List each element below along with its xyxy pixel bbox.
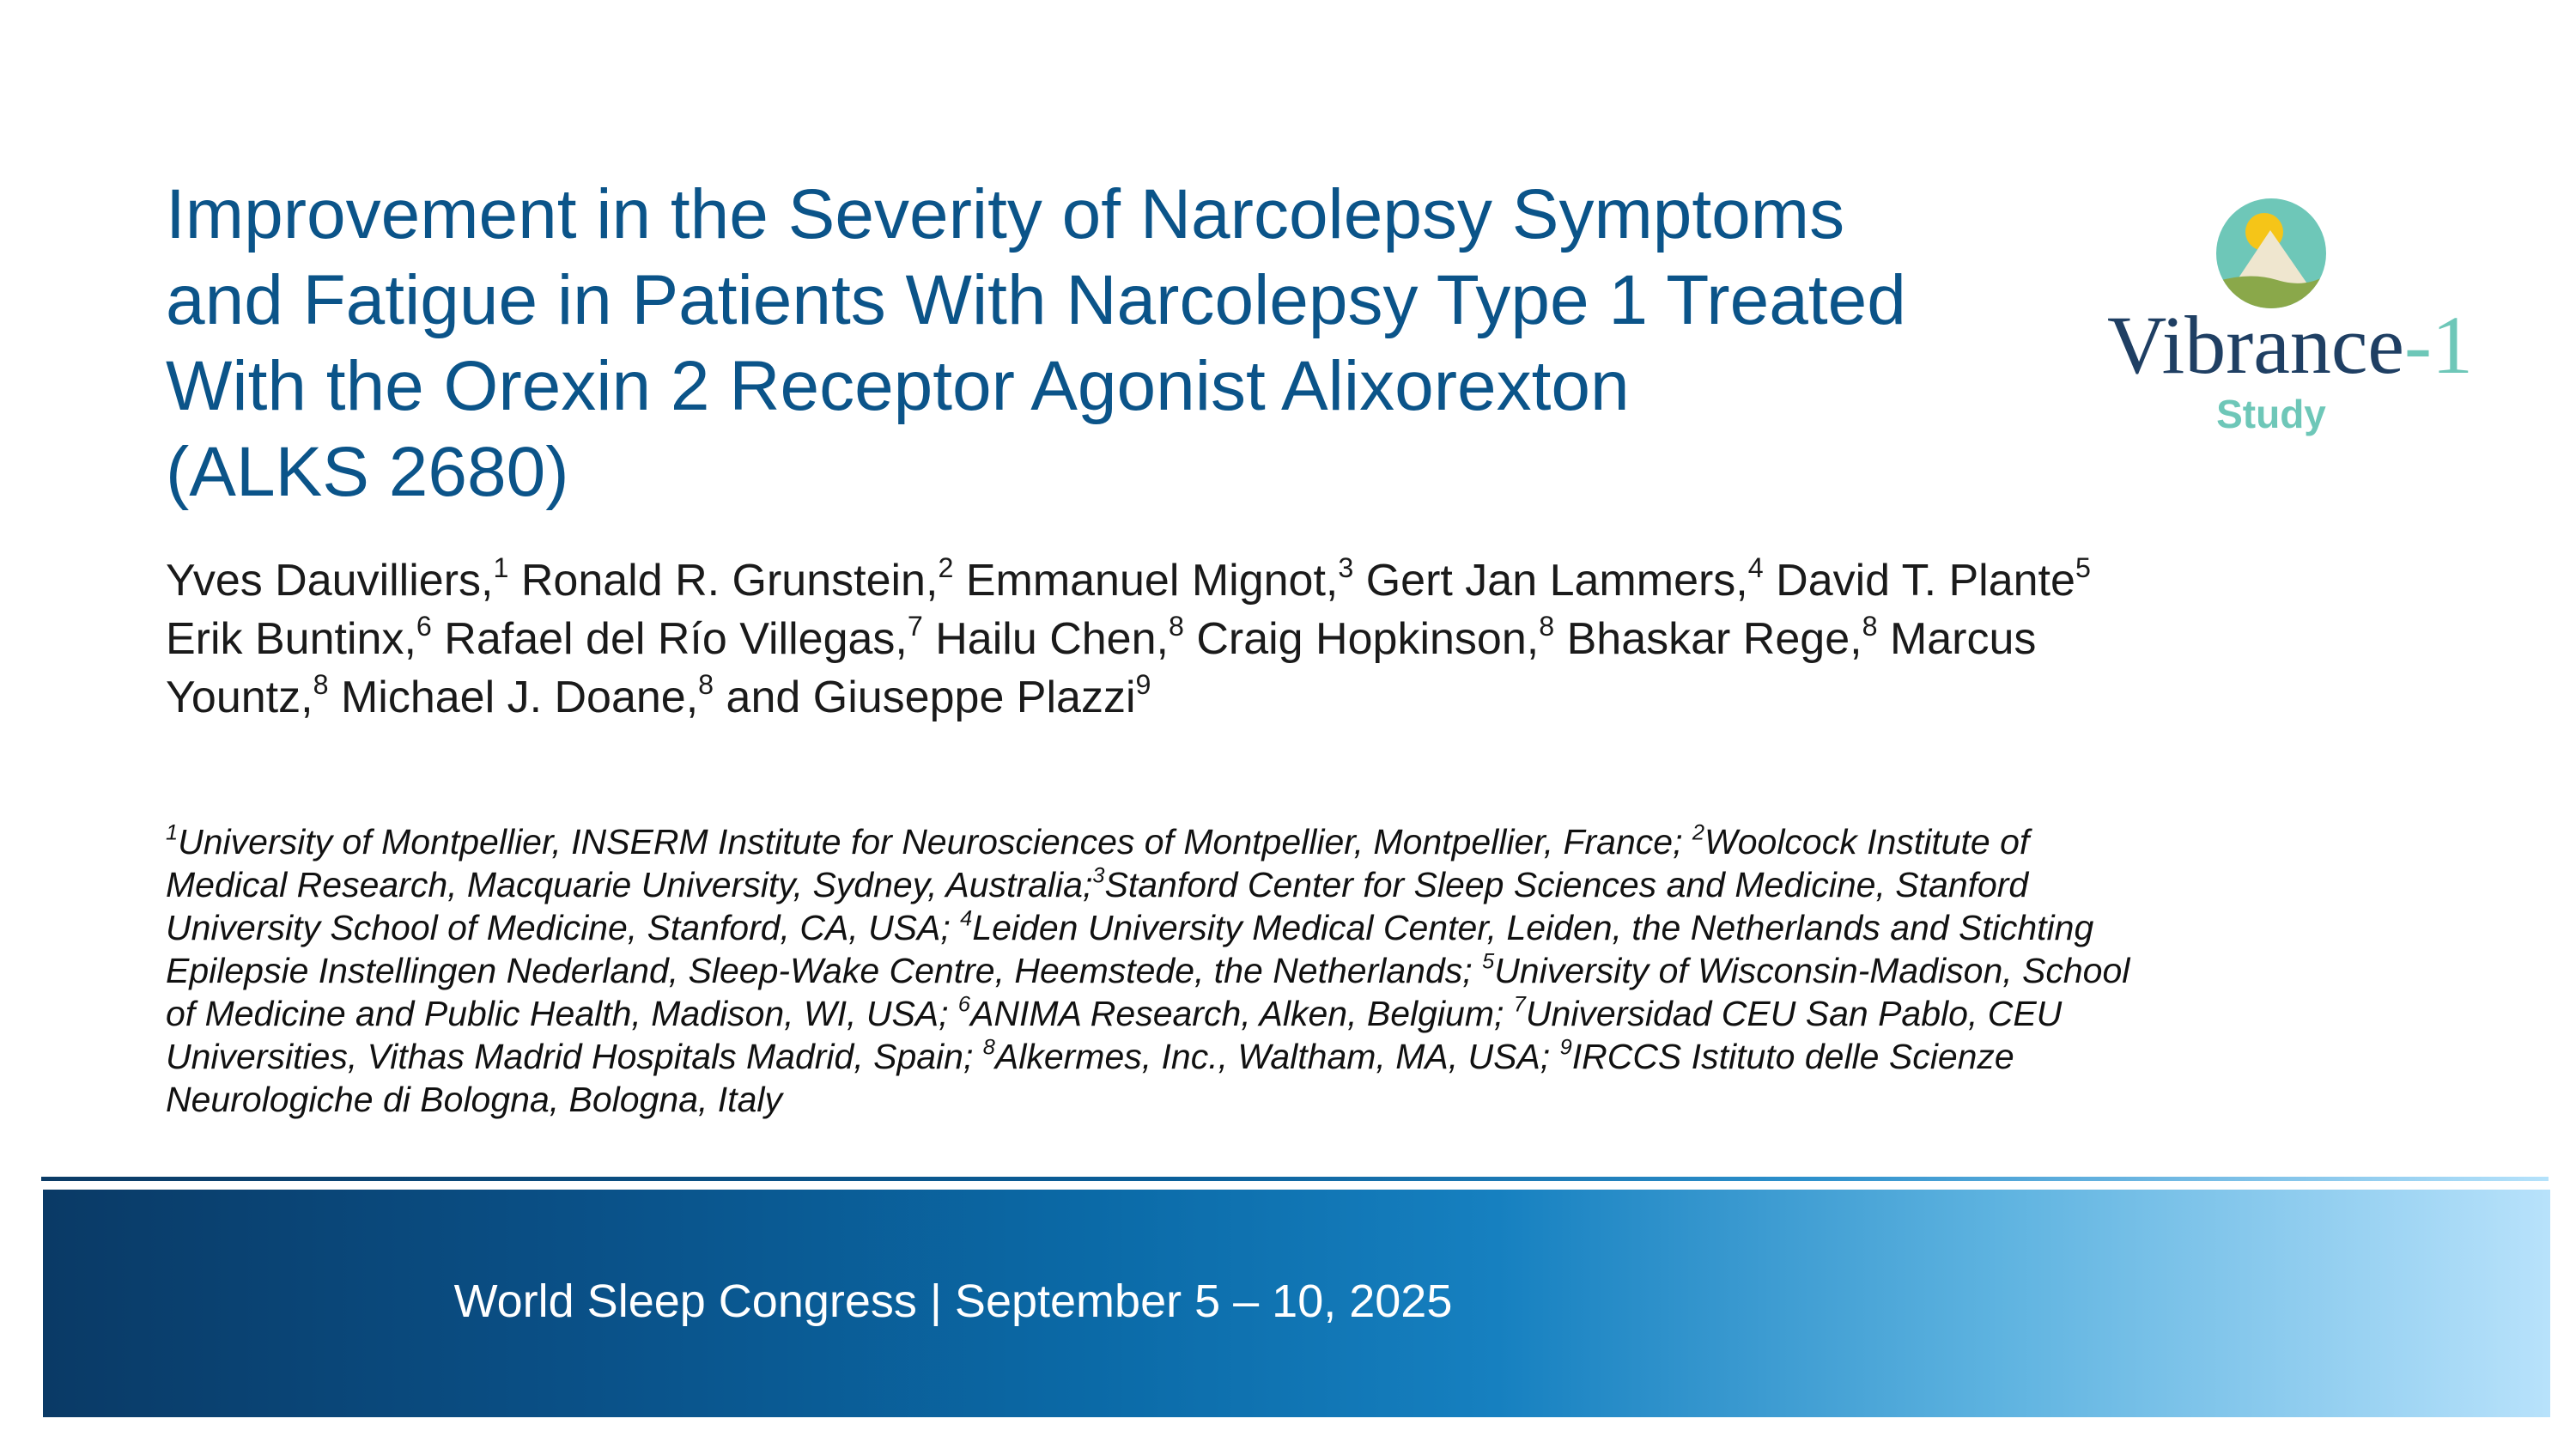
author-name: Michael J. Doane, xyxy=(328,673,699,722)
congress-info: World Sleep Congress | September 5 – 10, 2025 xyxy=(453,1275,1453,1327)
author-affiliation-number: 8 xyxy=(313,669,329,701)
affiliation-list xyxy=(166,820,2484,1121)
author-name: David T. Plante xyxy=(1763,556,2075,606)
affiliation-text: Alkermes, Inc., Waltham, MA, USA; xyxy=(994,1037,1560,1076)
study-logo xyxy=(2069,198,2473,447)
author-affiliation-number: 7 xyxy=(907,611,923,642)
affiliation-text: Universities, Vithas Madrid Hospitals Madrid, Spain; xyxy=(166,1037,983,1076)
affiliation-text: University of Wisconsin-Madison, School xyxy=(1494,951,2130,990)
author-affiliation-number: 5 xyxy=(2075,552,2091,584)
author-name: Emmanuel Mignot, xyxy=(953,556,1339,606)
affiliation-number: 3 xyxy=(1092,863,1105,888)
mountain-sun-icon xyxy=(2215,198,2327,309)
author-affiliation-number: 3 xyxy=(1338,552,1354,584)
author-name: Bhaskar Rege, xyxy=(1554,614,1862,664)
affiliation-text: Leiden University Medical Center, Leiden, the Netherlands and Stichting xyxy=(972,908,2094,947)
affiliation-text: IRCCS Istituto delle Scienze xyxy=(1571,1037,2014,1076)
author-affiliation-number: 1 xyxy=(493,552,509,584)
author-affiliation-number: 8 xyxy=(1168,611,1184,642)
affiliation-text: ANIMA Research, Alken, Belgium; xyxy=(970,994,1514,1033)
affiliation-number: 9 xyxy=(1559,1035,1572,1060)
affiliation-number: 5 xyxy=(1482,949,1495,974)
affiliation-text: Universidad CEU San Pablo, CEU xyxy=(1525,994,2063,1033)
title-line: Improvement in the Severity of Narcolepsy Symptoms xyxy=(166,175,1845,253)
author-name: Hailu Chen, xyxy=(922,614,1169,664)
affiliation-number: 4 xyxy=(960,906,973,931)
logo-subtitle: Study xyxy=(2216,392,2326,436)
logo-word: Vibrance xyxy=(2107,299,2405,391)
affiliation-text: of Medicine and Public Health, Madison, WI, USA; xyxy=(166,994,958,1033)
affiliation-line xyxy=(166,1078,2484,1121)
affiliation-line xyxy=(166,863,2484,906)
affiliation-number: 6 xyxy=(957,992,971,1017)
footer-banner xyxy=(43,1190,2550,1417)
affiliation-text: University School of Medicine, Stanford, CA, USA; xyxy=(166,908,961,947)
affiliation-number: 7 xyxy=(1513,992,1526,1017)
author-name: Craig Hopkinson, xyxy=(1183,614,1540,664)
affiliation-text: Epilepsie Instellingen Nederland, Sleep-Wake Centre, Heemstede, the Netherlands; xyxy=(166,951,1483,990)
logo-number: -1 xyxy=(2404,299,2473,391)
author-name: Marcus xyxy=(1877,614,2037,664)
author-name: Yountz, xyxy=(166,673,313,722)
author-line xyxy=(166,668,2355,727)
author-affiliation-number: 9 xyxy=(1135,669,1151,701)
author-list xyxy=(166,551,2355,727)
author-line xyxy=(166,551,2355,610)
author-name: Yves Dauvilliers, xyxy=(166,556,494,606)
affiliation-line xyxy=(166,992,2484,1035)
author-name: and Giuseppe Plazzi xyxy=(714,673,1136,722)
affiliation-line xyxy=(166,1035,2484,1078)
author-affiliation-number: 6 xyxy=(416,611,432,642)
author-affiliation-number: 8 xyxy=(698,669,714,701)
affiliation-number: 2 xyxy=(1692,820,1705,845)
affiliation-text: University of Montpellier, INSERM Institute for Neurosciences of Montpellier, Montpellier, France; xyxy=(178,822,1692,861)
affiliation-line xyxy=(166,949,2484,992)
logo-wordmark xyxy=(2069,299,2473,391)
author-affiliation-number: 8 xyxy=(1539,611,1555,642)
affiliation-text: Stanford Center for Sleep Sciences and Medicine, Stanford xyxy=(1104,865,2029,904)
affiliation-text: Medical Research, Macquarie University, Sydney, Australia; xyxy=(166,865,1093,904)
divider-line xyxy=(41,1177,2549,1181)
title-line: With the Orexin 2 Receptor Agonist Alixorexton xyxy=(166,347,1630,425)
author-line xyxy=(166,610,2355,668)
affiliation-number: 1 xyxy=(166,820,179,845)
author-name: Ronald R. Grunstein, xyxy=(508,556,939,606)
affiliation-number: 8 xyxy=(982,1035,995,1060)
affiliation-line xyxy=(166,906,2484,949)
poster-title xyxy=(166,172,2098,515)
title-line: and Fatigue in Patients With Narcolepsy Type 1 Treated xyxy=(166,261,1906,339)
affiliation-text: Neurologiche di Bologna, Bologna, Italy xyxy=(166,1080,782,1119)
author-affiliation-number: 8 xyxy=(1862,611,1878,642)
author-affiliation-number: 2 xyxy=(938,552,954,584)
title-line: (ALKS 2680) xyxy=(166,433,569,511)
affiliation-text: Woolcock Institute of xyxy=(1704,822,2030,861)
author-affiliation-number: 4 xyxy=(1747,552,1764,584)
author-name: Erik Buntinx, xyxy=(166,614,416,664)
affiliation-line xyxy=(166,820,2484,863)
author-name: Gert Jan Lammers, xyxy=(1353,556,1748,606)
author-name: Rafael del Río Villegas, xyxy=(431,614,908,664)
